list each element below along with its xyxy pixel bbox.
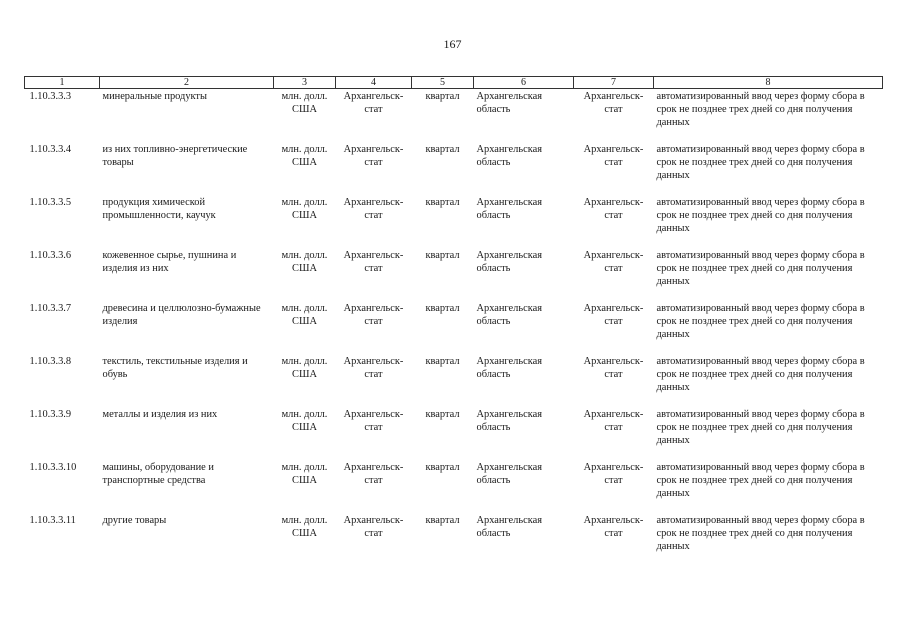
- unit-of-measure: млн. долл. США: [281, 250, 328, 274]
- table-row: [25, 408, 883, 461]
- indicator-name: продукция химической промышленности, каучук: [102, 197, 216, 221]
- responsible-body: Архангельск-стат: [583, 197, 644, 221]
- territory: Архангельская область: [476, 197, 542, 221]
- periodicity: квартал: [425, 515, 460, 526]
- responsible-body: Архангельск-стат: [583, 250, 644, 274]
- indicator-name: металлы и изделия из них: [102, 409, 218, 420]
- table-row: [25, 461, 883, 514]
- unit-of-measure: млн. долл. США: [281, 356, 328, 380]
- input-method: автоматизированный ввод через форму сбора в срок не позднее трех дней со дня получения данных: [656, 409, 865, 446]
- data-source: Архангельск-стат: [343, 462, 404, 486]
- input-method: автоматизированный ввод через форму сбора в срок не позднее трех дней со дня получения данных: [656, 462, 865, 499]
- column-number: 5: [412, 77, 474, 89]
- page-number: 167: [443, 37, 462, 51]
- responsible-body: Архангельск-стат: [583, 515, 644, 539]
- unit-of-measure: млн. долл. США: [281, 91, 328, 115]
- periodicity: квартал: [425, 144, 460, 155]
- territory: Архангельская область: [476, 250, 542, 274]
- input-method: автоматизированный ввод через форму сбора в срок не позднее трех дней со дня получения данных: [656, 356, 865, 393]
- periodicity: квартал: [425, 197, 460, 208]
- column-number: 7: [574, 77, 654, 89]
- territory: Архангельская область: [476, 91, 542, 115]
- indicator-name: машины, оборудование и транспортные средства: [102, 462, 214, 486]
- indicator-name: другие товары: [102, 515, 167, 526]
- responsible-body: Архангельск-стат: [583, 91, 644, 115]
- indicator-name: из них топливно-энергетические товары: [102, 144, 248, 168]
- territory: Архангельская область: [476, 462, 542, 486]
- indicator-name: текстиль, текстильные изделия и обувь: [102, 356, 248, 380]
- periodicity: квартал: [425, 462, 460, 473]
- table-row: [25, 514, 883, 567]
- table-row: [25, 355, 883, 408]
- responsible-body: Архангельск-стат: [583, 356, 644, 380]
- data-source: Архангельск-стат: [343, 250, 404, 274]
- input-method: автоматизированный ввод через форму сбора в срок не позднее трех дней со дня получения данных: [656, 515, 865, 552]
- territory: Архангельская область: [476, 356, 542, 380]
- data-source: Архангельск-стат: [343, 197, 404, 221]
- periodicity: квартал: [425, 356, 460, 367]
- periodicity: квартал: [425, 303, 460, 314]
- periodicity: квартал: [425, 250, 460, 261]
- column-number: 1: [25, 77, 100, 89]
- unit-of-measure: млн. долл. США: [281, 409, 328, 433]
- indicator-code: 1.10.3.3.8: [29, 356, 72, 367]
- table-row: [25, 89, 883, 144]
- indicators-table: [24, 76, 883, 567]
- input-method: автоматизированный ввод через форму сбора в срок не позднее трех дней со дня получения данных: [656, 91, 865, 128]
- indicator-code: 1.10.3.3.6: [29, 250, 72, 261]
- indicator-name: минеральные продукты: [102, 91, 207, 102]
- column-number: 2: [100, 77, 274, 89]
- territory: Архангельская область: [476, 303, 542, 327]
- column-number: 4: [336, 77, 412, 89]
- responsible-body: Архангельск-стат: [583, 409, 644, 433]
- indicator-code: 1.10.3.3.5: [29, 197, 72, 208]
- territory: Архангельская область: [476, 409, 542, 433]
- table-row: [25, 302, 883, 355]
- data-source: Архангельск-стат: [343, 303, 404, 327]
- indicator-name: древесина и целлюлозно-бумажные изделия: [102, 303, 261, 327]
- unit-of-measure: млн. долл. США: [281, 144, 328, 168]
- indicator-code: 1.10.3.3.3: [29, 91, 72, 102]
- indicator-code: 1.10.3.3.10: [29, 462, 77, 473]
- responsible-body: Архангельск-стат: [583, 303, 644, 327]
- column-number-row: [25, 77, 883, 89]
- indicator-code: 1.10.3.3.11: [29, 515, 76, 526]
- column-number: 6: [474, 77, 574, 89]
- data-source: Архангельск-стат: [343, 91, 404, 115]
- unit-of-measure: млн. долл. США: [281, 303, 328, 327]
- indicator-code: 1.10.3.3.7: [29, 303, 72, 314]
- indicator-code: 1.10.3.3.9: [29, 409, 72, 420]
- periodicity: квартал: [425, 91, 460, 102]
- responsible-body: Архангельск-стат: [583, 462, 644, 486]
- territory: Архангельская область: [476, 515, 542, 539]
- table-row: [25, 143, 883, 196]
- column-number: 3: [274, 77, 336, 89]
- data-source: Архангельск-стат: [343, 515, 404, 539]
- unit-of-measure: млн. долл. США: [281, 515, 328, 539]
- table-row: [25, 249, 883, 302]
- input-method: автоматизированный ввод через форму сбора в срок не позднее трех дней со дня получения данных: [656, 144, 865, 181]
- table-row: [25, 196, 883, 249]
- data-source: Архангельск-стат: [343, 409, 404, 433]
- territory: Архангельская область: [476, 144, 542, 168]
- input-method: автоматизированный ввод через форму сбора в срок не позднее трех дней со дня получения данных: [656, 250, 865, 287]
- unit-of-measure: млн. долл. США: [281, 197, 328, 221]
- data-source: Архангельск-стат: [343, 356, 404, 380]
- input-method: автоматизированный ввод через форму сбора в срок не позднее трех дней со дня получения данных: [656, 303, 865, 340]
- indicator-code: 1.10.3.3.4: [29, 144, 72, 155]
- data-source: Архангельск-стат: [343, 144, 404, 168]
- input-method: автоматизированный ввод через форму сбора в срок не позднее трех дней со дня получения данных: [656, 197, 865, 234]
- responsible-body: Архангельск-стат: [583, 144, 644, 168]
- indicator-name: кожевенное сырье, пушнина и изделия из них: [102, 250, 237, 274]
- unit-of-measure: млн. долл. США: [281, 462, 328, 486]
- column-number: 8: [654, 77, 883, 89]
- periodicity: квартал: [425, 409, 460, 420]
